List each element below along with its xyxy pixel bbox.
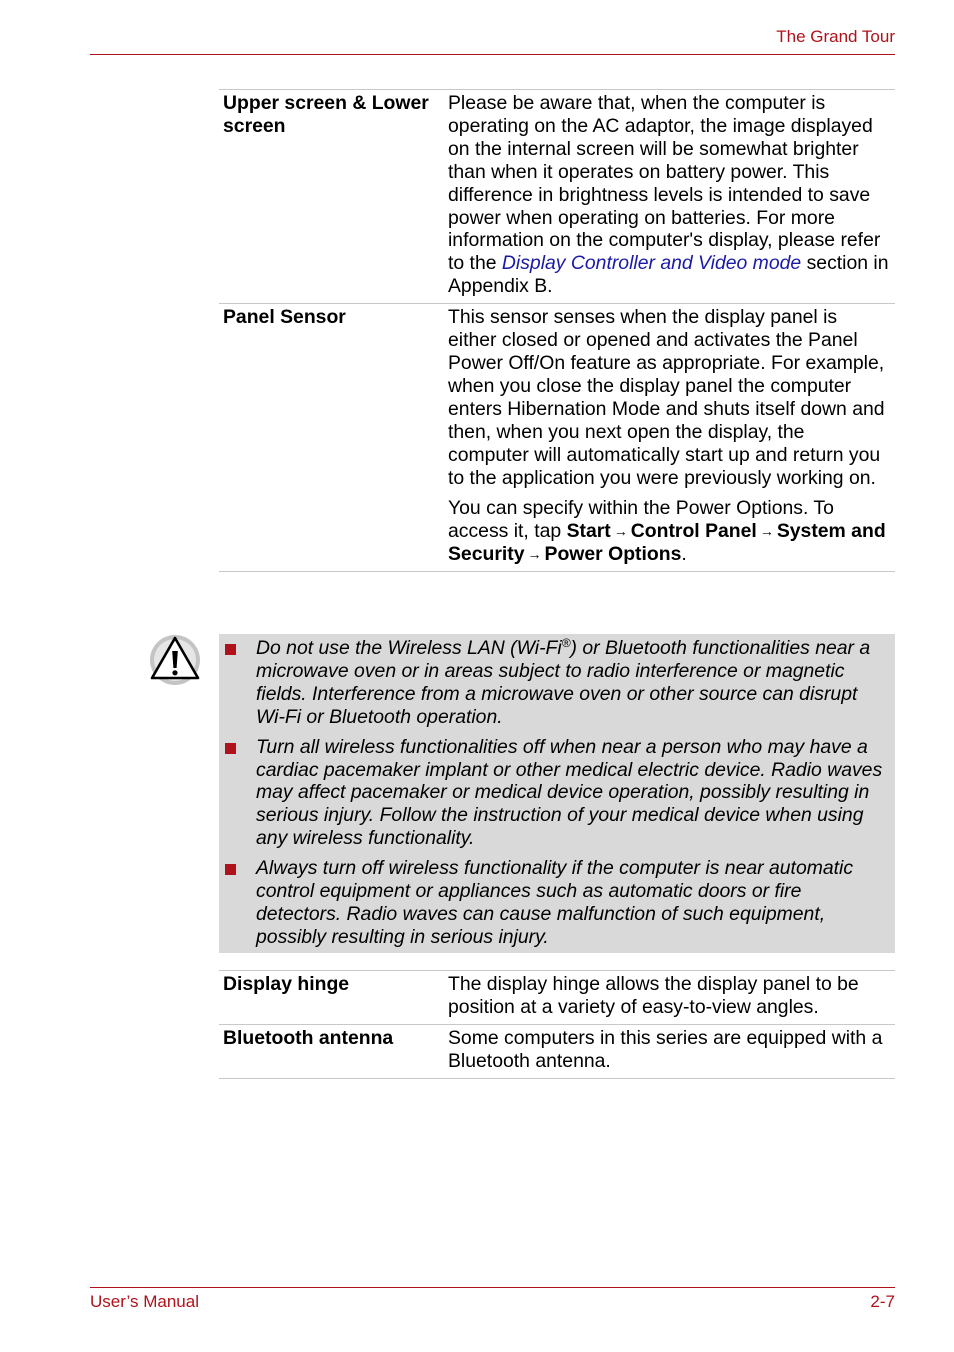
bullet-square-icon — [225, 644, 236, 655]
menu-path-system-security: System and Security — [448, 520, 886, 566]
caution-text: Do not use the Wireless LAN (Wi-Fi — [256, 637, 562, 659]
term-panel-sensor: Panel Sensor — [219, 304, 448, 572]
power-options-paragraph — [448, 497, 889, 566]
spec-table-top — [219, 89, 895, 572]
running-header-title: The Grand Tour — [776, 27, 895, 46]
footer-rule — [90, 1287, 895, 1288]
bullet-square-icon — [225, 743, 236, 754]
caution-item — [219, 637, 887, 729]
description-text: section in Appendix B. — [448, 252, 889, 298]
header-rule — [90, 54, 895, 55]
display-controller-link[interactable]: Display Controller and Video mode — [501, 252, 802, 275]
description-text: You can specify within the Power Options. To access it, tap — [448, 497, 834, 543]
description-display-hinge: The display hinge allows the display panel to be position at a variety of easy-to-view angles. — [448, 971, 895, 1025]
arrow-icon: → — [759, 523, 774, 540]
bullet-square-icon — [225, 864, 236, 875]
term-bluetooth-antenna: Bluetooth antenna — [219, 1024, 448, 1078]
caution-text: Turn all wireless functionalities off when near a person who may have a cardiac pacemaker implant or other medical electric device. Radio waves may affect pacemaker or medical device operation, possibly resulting in serious injury. Follow the instruction of your medical device when using any wireless functionality. — [256, 735, 883, 850]
menu-path-control-panel: Control Panel — [630, 520, 757, 543]
term-upper-lower-screen: Upper screen & Lower screen — [219, 90, 448, 304]
warning-triangle-icon — [149, 634, 201, 686]
description-text: . — [681, 543, 687, 566]
page-number: 2-7 — [870, 1292, 895, 1311]
table-row — [219, 304, 895, 572]
caution-item — [219, 857, 887, 949]
description-upper-lower-screen — [448, 90, 895, 304]
description-text: Please be aware that, when the computer is operating on the AC adaptor, the image displayed on the internal screen will be somewhat brighter than when it operates on battery power. This difference in brightness levels is intended to save power when operating on batteries. For more information on the computer's display, please refer to the — [448, 92, 881, 275]
arrow-icon: → — [527, 546, 542, 563]
menu-path-power-options: Power Options — [544, 543, 682, 566]
table-row — [219, 971, 895, 1025]
spec-table-bottom — [219, 970, 895, 1079]
term-display-hinge: Display hinge — [219, 971, 448, 1025]
table-row — [219, 90, 895, 304]
menu-path-start: Start — [566, 520, 611, 543]
caution-text: Always turn off wireless functionality if the computer is near automatic control equipment or appliances such as automatic doors or fire detectors. Radio waves can cause malfunction of such equipment, possibly resulting in serious injury. — [256, 857, 854, 948]
caution-box — [219, 634, 895, 953]
registered-mark: ® — [561, 636, 571, 650]
description-panel-sensor — [448, 304, 895, 572]
caution-item — [219, 736, 887, 851]
description-bluetooth-antenna: Some computers in this series are equipped with a Bluetooth antenna. — [448, 1024, 895, 1078]
panel-sensor-paragraph: This sensor senses when the display panel is either closed or opened and activates the Panel Power Off/On feature as appropriate. For example, when you close the display panel the computer enters Hibernation Mode and shuts itself down and then, when you next open the display, the computer will automatically start up and return you to the application you were previously working on. — [448, 306, 885, 489]
arrow-icon: → — [613, 523, 628, 540]
footer-manual-title: User’s Manual — [90, 1292, 199, 1311]
table-row — [219, 1024, 895, 1078]
caution-text: ) or Bluetooth functionalities near a microwave oven or in areas subject to radio interference or magnetic fields. Interference from a microwave oven or other source can disrupt Wi-Fi or Bluetooth operation. — [256, 637, 871, 728]
